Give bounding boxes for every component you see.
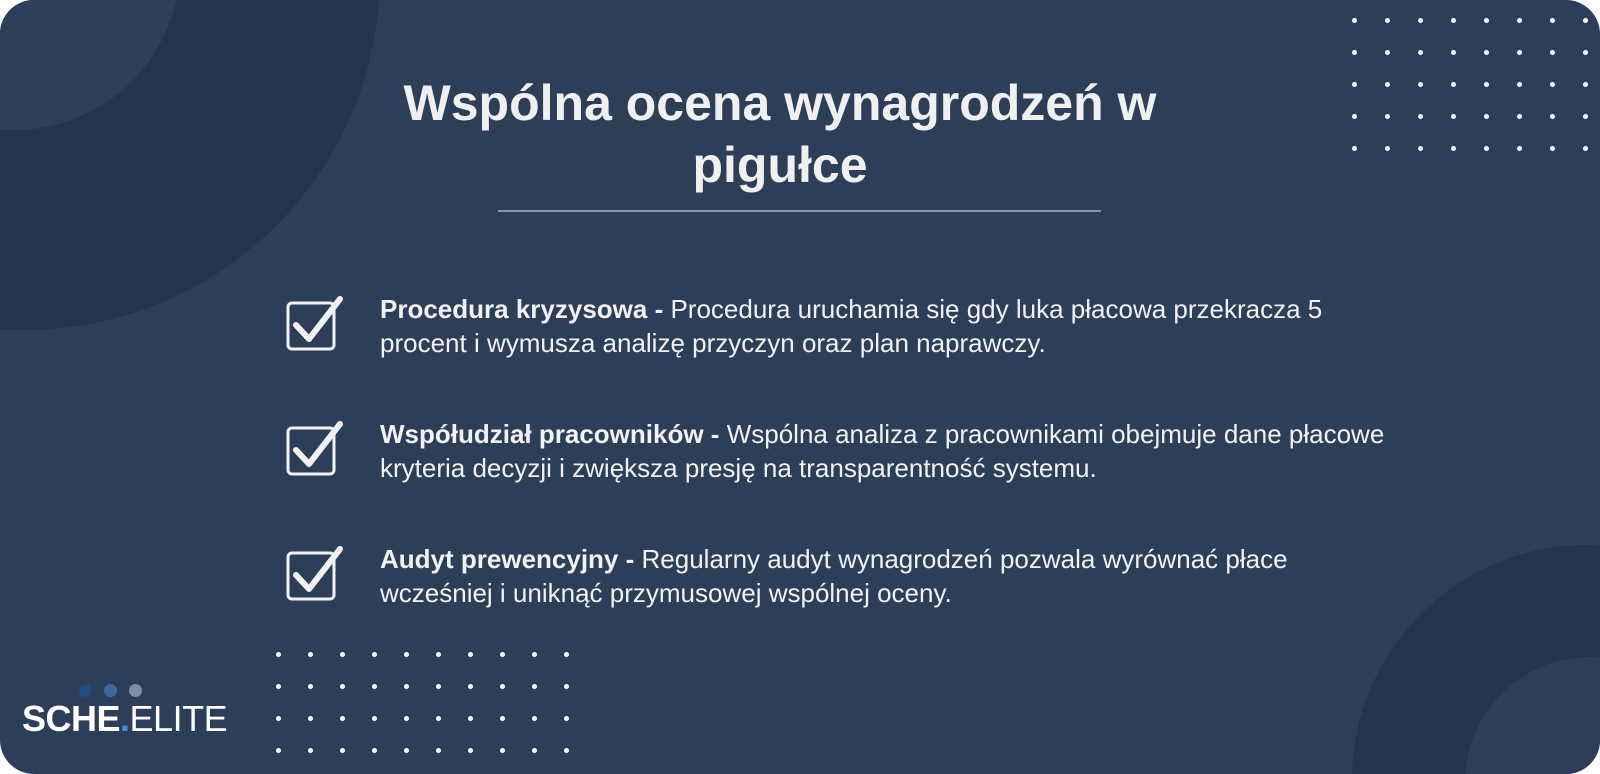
- decor-dot: [372, 716, 377, 721]
- decor-dot: [1385, 146, 1390, 151]
- decor-dot: [276, 716, 281, 721]
- item-text: [380, 542, 1400, 610]
- dot-grid-bottom-left: [276, 652, 569, 753]
- decor-dot: [1484, 114, 1489, 119]
- decor-dot: [1550, 82, 1555, 87]
- decor-dot: [1352, 82, 1357, 87]
- decor-dot: [1352, 50, 1357, 55]
- decor-dot: [1451, 114, 1456, 119]
- decor-dot: [1418, 82, 1423, 87]
- decor-dot: [1418, 50, 1423, 55]
- logo-dot-2: [104, 684, 117, 697]
- decor-dot: [1517, 114, 1522, 119]
- decor-dot: [1451, 50, 1456, 55]
- item-heading: Współudział pracowników -: [380, 419, 720, 449]
- decor-dot: [276, 652, 281, 657]
- item-heading: Audyt prewencyjny -: [380, 544, 635, 574]
- decor-dot: [468, 684, 473, 689]
- decor-dot: [532, 716, 537, 721]
- decor-dot: [308, 684, 313, 689]
- decor-dot: [340, 748, 345, 753]
- item-list: [285, 292, 1405, 667]
- logo-wordmark: [22, 698, 227, 740]
- decor-dot: [308, 716, 313, 721]
- list-item: [285, 292, 1405, 417]
- logo-dot-3: [129, 684, 142, 697]
- decor-dot: [1550, 18, 1555, 23]
- list-item: [285, 542, 1405, 667]
- decor-dot: [1583, 114, 1588, 119]
- decor-dot: [1583, 18, 1588, 23]
- decor-dot: [500, 716, 505, 721]
- item-text: [380, 417, 1400, 485]
- decor-dot: [468, 716, 473, 721]
- decor-dot: [372, 748, 377, 753]
- decor-dot: [1418, 146, 1423, 151]
- decor-dot: [1352, 18, 1357, 23]
- decor-dot: [500, 748, 505, 753]
- decor-dot: [564, 716, 569, 721]
- decor-dot: [1517, 146, 1522, 151]
- item-description: Procedura uruchamia się gdy luka płacowa przekracza 5 procent i wymusza analizę przyczyn oraz plan naprawczy.: [380, 294, 1323, 358]
- decor-dot: [1385, 114, 1390, 119]
- item-heading: Procedura kryzysowa -: [380, 294, 664, 324]
- decor-dot: [1418, 18, 1423, 23]
- logo-part-2: ELITE: [129, 698, 228, 739]
- decor-dot: [1451, 146, 1456, 151]
- logo-dot-1: [79, 684, 92, 697]
- decor-dot: [1484, 82, 1489, 87]
- decor-dot: [404, 716, 409, 721]
- decor-dot: [500, 684, 505, 689]
- dot-grid-top-right: [1352, 18, 1588, 151]
- item-text: [380, 292, 1400, 360]
- check-box-icon: [285, 544, 345, 604]
- decor-dot: [308, 748, 313, 753]
- decor-dot: [340, 716, 345, 721]
- decor-dot: [1451, 18, 1456, 23]
- decor-dot: [1550, 114, 1555, 119]
- list-item: [285, 417, 1405, 542]
- decor-dot: [1517, 50, 1522, 55]
- decor-dot: [404, 748, 409, 753]
- decor-dot: [1352, 146, 1357, 151]
- decor-dot: [276, 748, 281, 753]
- decor-dot: [1550, 50, 1555, 55]
- decor-dot: [404, 684, 409, 689]
- check-box-icon: [285, 419, 345, 479]
- decor-dot: [1385, 82, 1390, 87]
- item-description: Regularny audyt wynagrodzeń pozwala wyrównać płace wcześniej i uniknąć przymusowej wspólnej oceny.: [380, 544, 1288, 608]
- decor-dot: [1484, 146, 1489, 151]
- decor-dot: [436, 716, 441, 721]
- decor-dot: [1517, 18, 1522, 23]
- decor-dot: [1550, 146, 1555, 151]
- decor-dot: [564, 684, 569, 689]
- logo-part-1: SCHE: [22, 698, 121, 739]
- decor-dot: [436, 748, 441, 753]
- decor-dot: [1385, 18, 1390, 23]
- decor-dot: [564, 748, 569, 753]
- decor-dot: [1517, 82, 1522, 87]
- check-box-icon: [285, 294, 345, 354]
- decor-dot: [468, 748, 473, 753]
- brand-logo: [22, 676, 262, 756]
- decor-dot: [276, 684, 281, 689]
- decor-dot: [1583, 146, 1588, 151]
- decor-dot: [532, 748, 537, 753]
- decor-dot: [1451, 82, 1456, 87]
- page-title: Wspólna ocena wynagrodzeń w pigułce: [403, 75, 1157, 193]
- decor-dot: [532, 684, 537, 689]
- decor-dot: [340, 684, 345, 689]
- decor-dot: [1583, 82, 1588, 87]
- decor-dot: [372, 684, 377, 689]
- decor-dot: [1385, 50, 1390, 55]
- title-divider: [498, 210, 1101, 212]
- decor-dot: [1352, 114, 1357, 119]
- decor-dot: [1583, 50, 1588, 55]
- decor-dot: [1484, 50, 1489, 55]
- item-description: Wspólna analiza z pracownikami obejmuje dane płacowe kryteria decyzji i zwiększa presję na transparentność systemu.: [380, 419, 1385, 483]
- decor-dot: [1418, 114, 1423, 119]
- decor-dot: [436, 684, 441, 689]
- decor-dot: [1484, 18, 1489, 23]
- logo-separator: .: [120, 698, 130, 739]
